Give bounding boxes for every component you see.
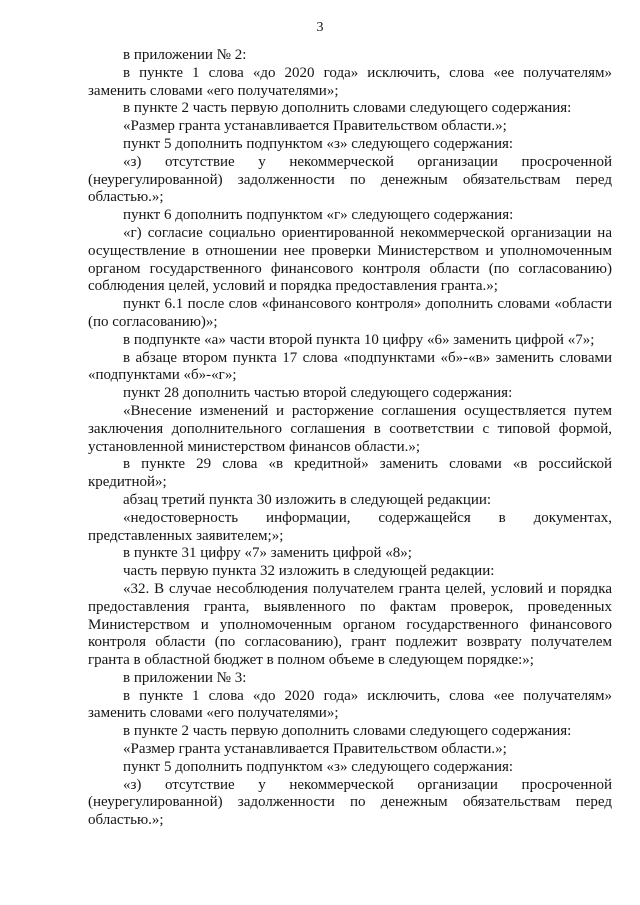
paragraph: «Внесение изменений и расторжение соглашения осуществляется путем заключения дополнительного соглашения в соответствии с типовой формой, установленной министерством финансов области.»; — [88, 402, 612, 455]
paragraph: пункт 6.1 после слов «финансового контроля» дополнить словами «области (по согласованию)»; — [88, 296, 612, 330]
paragraph: «Размер гранта устанавливается Правительством области.»; — [123, 741, 507, 758]
paragraph: в пункте 2 часть первую дополнить словами следующего содержания: — [123, 100, 572, 117]
paragraph: «недостоверность информации, содержащейся в документах, представленных заявителем;»; — [88, 509, 612, 544]
paragraph: часть первую пункта 32 изложить в следующей редакции: — [123, 563, 495, 580]
paragraph: «32. В случае несоблюдения получателем гранта целей, условий и порядка предоставления гранта, выявленного по фактам проверок, проведенных Министерством и уполномоченным органом государственного финансового контроля области (по согласованию), грант подлежит возврату получателем гранта в областной бюджет в полном объеме в следующем порядке:»; — [88, 580, 612, 669]
paragraph: «г) согласие социально ориентированной некоммерческой организации на осуществление в отношении нее проверки Министерством и уполномоченным органом государственного финансового контроля области (по согласованию) соблюдения целей, условий и порядка предоставления гранта.»; — [88, 224, 612, 295]
paragraph-appendix-2: в приложении № 2: — [123, 47, 247, 63]
paragraph: «Размер гранта устанавливается Правительством области.»; — [123, 118, 507, 135]
page-number: 3 — [316, 20, 324, 35]
paragraph: в пункте 2 часть первую дополнить словами следующего содержания: — [123, 723, 572, 740]
paragraph: пункт 6 дополнить подпунктом «г» следующего содержания: — [123, 207, 514, 224]
paragraph: в подпункте «а» части второй пункта 10 цифру «6» заменить цифрой «7»; — [123, 331, 595, 348]
paragraph: пункт 5 дополнить подпунктом «з» следующего содержания: — [123, 135, 514, 152]
paragraph: «з) отсутствие у некоммерческой организации просроченной (неурегулированной) задолженности по денежным обязательствам перед областью.»; — [88, 776, 612, 829]
paragraph: в пункте 1 слова «до 2020 года» исключить, слова «ее получателям» заменить словами «его получателями»; — [88, 687, 612, 722]
paragraph: в пункте 1 слова «до 2020 года» исключить, слова «ее получателям» заменить словами «его получателями»; — [88, 64, 612, 99]
paragraph: «з) отсутствие у некоммерческой организации просроченной (неурегулированной) задолженности по денежным обязательствам перед областью.»; — [88, 153, 612, 206]
paragraph: в абзаце втором пункта 17 слова «подпунктами «б»-«в» заменить словами «подпунктами «б»-«г»; — [88, 349, 612, 384]
paragraph: в пункте 29 слова «в кредитной» заменить словами «в российской кредитной»; — [88, 456, 612, 491]
paragraph: пункт 28 дополнить частью второй следующего содержания: — [123, 385, 513, 402]
paragraph: в пункте 31 цифру «7» заменить цифрой «8»; — [123, 545, 412, 562]
paragraph-appendix-3: в приложении № 3: — [123, 669, 247, 686]
document-body — [88, 47, 612, 830]
paragraph: абзац третий пункта 30 изложить в следующей редакции: — [123, 491, 492, 508]
paragraph: пункт 5 дополнить подпунктом «з» следующего содержания: — [123, 758, 514, 775]
